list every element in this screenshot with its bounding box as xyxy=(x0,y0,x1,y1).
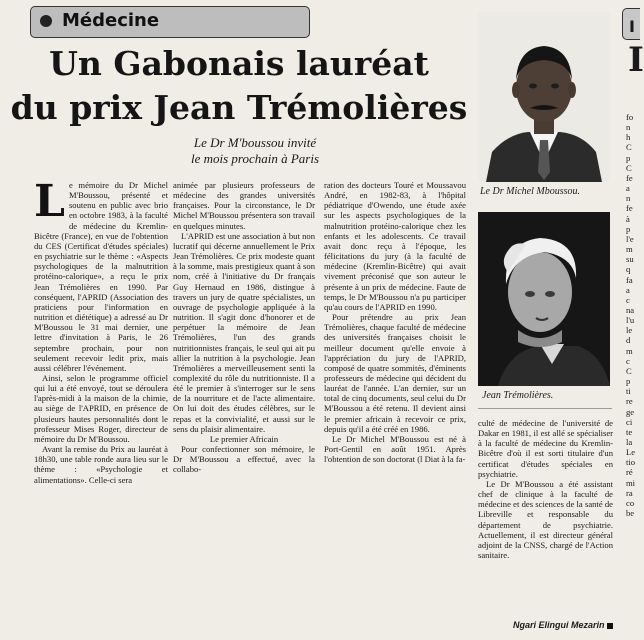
tremolieres-illustration-icon xyxy=(478,212,610,386)
neighbor-text-fragment: h xyxy=(626,132,631,143)
neighbor-text-fragment: la xyxy=(626,437,633,447)
neighbor-text-fragment: m xyxy=(626,345,633,356)
neighbor-text-fragment: Le xyxy=(626,447,636,458)
headline-line-2: du prix Jean Trémolières xyxy=(10,88,468,127)
headline-line-1: Un Gabonais lauréat xyxy=(49,44,429,83)
article-column-4 xyxy=(478,418,613,618)
neighbor-text-fragment: p xyxy=(626,152,631,163)
photo-jean-tremolieres xyxy=(478,212,610,386)
neighbor-text-fragment: fo xyxy=(626,112,634,122)
col4-paragraph-1: culté de médecine de l'université de Dakar en 1981, il est allé se spécialiser à la faculté de médecine du Kremlin-Bicêtre d'où il est sorti titulaire d'un certificat d'études spéciales en psychiatrie. xyxy=(478,418,613,479)
col3-paragraph-1: ration des docteurs Touré et Moussavou André, en 1982-83, à l'hôpital pédiatrique d'Owendo, une étude axée sur les aspects psychologiques de la malnutrition protéino-calorique chez les enfants et les adolescents. Ce travail avait donc reçu à l'époque, les félicitations du jury (à la faculté de médecine (Kremlin-Bicêtre) qui avait vivement préconisé que son auteur le présente à un prix de médecine. Faute de temps, le Dr M'Boussou n'a pu participer qu'au cours de l'APRID en 1990. xyxy=(324,180,466,312)
neighbor-text-fragment: fe xyxy=(626,172,633,183)
neighbor-text-fragment: a xyxy=(626,284,630,295)
neighbor-text-fragment: na xyxy=(626,304,635,315)
neighbor-text-fragment: ge xyxy=(626,406,635,417)
neighbor-text-fragment: C xyxy=(626,365,632,376)
neighbor-text-fragment: l'u xyxy=(626,315,635,326)
neighbor-text-fragment: mi xyxy=(626,477,636,488)
neighbor-text-fragment: C xyxy=(626,162,632,173)
neighbor-text-fragment: c xyxy=(626,294,630,305)
col2-paragraph-1: animée par plusieurs professeurs de médecine des grandes universités françaises. Pour la circonstance, le Dr Michel M'Boussou présentera son travail en quelques minutes. xyxy=(173,180,315,231)
col1-paragraph-3: Avant la remise du Prix au lauréat à 18h30, une table ronde aura lieu sur le thème : «Psychologie et alimentations». Celle-ci sera xyxy=(34,444,168,485)
neighbor-text-fragment: C xyxy=(626,142,632,153)
subhead-line-2: le mois prochain à Paris xyxy=(190,151,320,166)
col1-paragraph-2: Ainsi, selon le programme officiel qui lui a été envoyé, tout se déroulera l'après-midi à la maison de la chimie, au siège de l'APRID, en présence de plusieurs hautes personnalités dont le professeur Mises Roger, directeur de mémoire du Dr M'Boussou. xyxy=(34,372,168,444)
portrait-photo-mboussou xyxy=(478,12,610,182)
neighbor-text-fragment: n xyxy=(626,193,631,204)
drop-cap: L xyxy=(34,176,65,227)
section-rubric-label: Médecine xyxy=(62,10,160,31)
neighbor-text-fragment: ré xyxy=(626,467,633,478)
neighbor-text-fragment: p xyxy=(626,223,631,234)
neighbor-rubric-box: I xyxy=(622,8,640,40)
neighbor-text-fragment: su xyxy=(626,254,634,265)
neighbor-text-fragment: q xyxy=(626,264,631,275)
col3-paragraph-2: Pour prétendre au prix Jean Trémolières, chaque faculté de médecine des universités françaises choisit le meilleur document qu'elle envoie à l'appréciation du jury de l'APRID, composé de quatre sommités, d'éminents professeurs de médecine qui décident du lauréat de l'année. L'an dernier, sur un total de cinq documents, seul celui du Dr M'Boussou a été retenu. Il devient ainsi le premier africain à recevoir ce prix, depuis qu'il a été créé en 1986. xyxy=(324,312,466,434)
neighbor-text-fragment: fe xyxy=(626,203,633,214)
neighbor-text-fragment: fa xyxy=(626,274,633,285)
tremolieres-caption: Jean Trémolières. xyxy=(482,390,554,401)
neighbor-text-fragment: l'e xyxy=(626,233,634,244)
neighbor-text-fragment: re xyxy=(626,396,633,407)
neighbor-text-fragment: ra xyxy=(626,487,633,498)
portrait-caption: Le Dr Michel Mboussou. xyxy=(480,186,580,197)
neighbor-text-fragment: be xyxy=(626,508,635,519)
col3-paragraph-3: Le Dr Michel M'Boussou est né à Port-Gentil en août 1951. Après l'obtention de son doctorat (l Diat à la fa- xyxy=(324,433,466,465)
subhead-line-1: Le Dr M'boussou invité xyxy=(193,135,317,150)
byline: Ngari Elingui Mezarin xyxy=(478,620,613,630)
neighbor-text-fragment: le xyxy=(626,325,633,336)
article-column-1 xyxy=(34,176,168,640)
photo-divider xyxy=(478,408,612,409)
neighbor-text-fragment: à xyxy=(626,213,630,224)
neighbor-text-fragment: co xyxy=(626,497,635,508)
col2-subheading: Le premier Africain xyxy=(209,433,279,444)
neighbor-column-fragment xyxy=(626,112,640,518)
neighbor-text-fragment: d xyxy=(626,335,631,346)
portrait-illustration-icon xyxy=(478,12,610,182)
neighbor-text-fragment: tio xyxy=(626,457,636,468)
neighbor-text-fragment: n xyxy=(626,122,631,133)
neighbor-text-fragment: m xyxy=(626,244,633,255)
col4-paragraph-2: Le Dr M'Boussou a été assistant chef de clinique à la faculté de médecine et des sciences de la santé de Libreville et responsable du département de psychiatrie. Actuellement, il est directeur général adjoint de la CNSS, chargé de l'Action sanitaire. xyxy=(478,478,613,561)
neighbor-text-fragment: te xyxy=(626,426,633,437)
col1-paragraph-1: e mémoire du Dr Michel M'Boussou, présenté et soutenu en public avec brio en octobre 1983, à la faculté de médecine du Kremlin-Bicêtre (France), en vue de l'obtention du CES (Certificat d'études spéciales) en psychiatrie sur le thème : «Aspects psychologiques de la malnutrition protéino-calorique», a reçu le prix Jean Trémolières en 1990. Par conséquent, l'APRID (Association des praticiens pour l'information en nutrition et diététique) a adressé au Dr M'Boussou le 31 mai dernier, une lettre d'invitation à Paris, le 26 septembre prochain, pour non seulement recevoir ledit prix, mais aussi célébrer l'événement. xyxy=(34,180,168,373)
col2-paragraph-3: Pour confectionner son mémoire, le Dr M'Boussou a effectué, avec la collabo- xyxy=(173,444,315,475)
article-subhead xyxy=(130,135,380,167)
col2-paragraph-2: L'APRID est une association à but non lucratif qui décerne annuellement le Prix Jean Trémolières. Ce prix modeste quant à la somme, mais prestigieux quant à son nom, créé à l'initiative du Dr français Guy Hernaud en 1986, distingue à travers un jury de quatre spécialistes, un ouvrage de psychologie appliquée à la nutrition. Il s'agit donc d'honorer et de perpétuer la mémoire de Jean Trémolières, l'un des grands nutritionnistes français, le seul qui ait pu allier la nutrition à la psychologie. Jean Trémolières a merveilleusement senti la complexité du rôle du nutritionniste. Il a été le premier à s'interroger sur le sens de la nourriture et de l'acte alimentaire. On lui doit des études célèbres, sur le repas et la convivialité, et aussi sur le sens du plaisir alimentaire. xyxy=(173,230,315,434)
article-column-2 xyxy=(173,180,315,640)
article-column-3 xyxy=(324,180,466,640)
neighbor-text-fragment: c xyxy=(626,355,630,366)
neighbor-text-fragment: p xyxy=(626,376,631,387)
end-mark-icon xyxy=(607,623,613,629)
neighbor-text-fragment: ci xyxy=(626,416,633,427)
neighbor-text-fragment: ti xyxy=(626,386,631,397)
bullet-icon xyxy=(40,15,52,27)
neighbor-text-fragment: a xyxy=(626,183,630,194)
neighbor-headline-fragment: I xyxy=(628,40,644,80)
